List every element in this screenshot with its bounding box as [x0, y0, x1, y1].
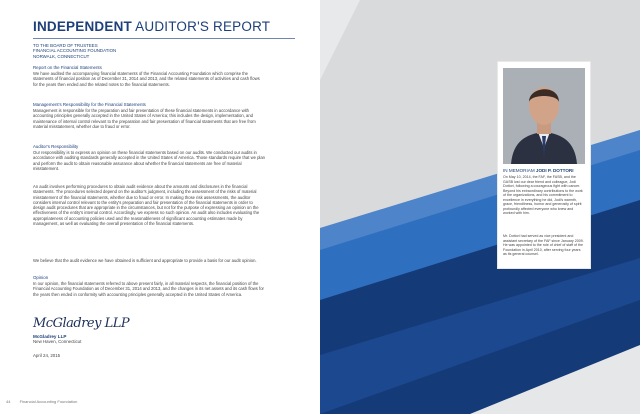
portrait-illustration [503, 68, 585, 164]
auditor-signature: McGladrey LLP [33, 316, 130, 331]
addressee-line: FINANCIAL ACCOUNTING FOUNDATION [33, 48, 117, 54]
title-light: AUDITOR'S REPORT [131, 19, 271, 34]
page-footer [6, 399, 77, 404]
memoriam-page [320, 0, 640, 414]
section-heading-auditor: Auditor's Responsibility [33, 144, 79, 149]
paragraph-management: Management is responsible for the preparation and fair presentation of these financial statements in accordance with accounting principles generally accepted in the United States of America; this includes the design, implementation, and maintenance of internal control relevant to the preparation and fair presentation of financial statements that are free from material misstatement, whether due to fraud or error. [33, 108, 256, 129]
memoriam-heading-prefix: IN MEMORIAM [503, 168, 536, 173]
section-heading-management: Management's Responsibility for the Financial Statements [33, 102, 146, 107]
memoriam-paragraph-2: Mr. Dottori had served as vice president and assistant secretary of the FAF since January 2009. He was appointed to the role of chief of staff of the Foundation in April 2010, after serving four years as its general counsel. [503, 234, 584, 256]
footer-organization: Financial Accounting Foundation [19, 399, 78, 404]
memoriam-paragraph-1: On May 10, 2014, the FAF, the FASB, and the GASB lost our dear friend and colleague, Jodi Dottori, following a courageous fight with cancer. Beyond his extraordinary contributions to the work of the organizations, and his commitment to excellence in everything he did, Jodi's warmth, grace, friendliness, humor and generosity of spirit profoundly affected everyone who knew and worked with him. [503, 175, 583, 215]
paragraph-auditor-3: We believe that the audit evidence we have obtained is sufficient and appropriate to provide a basis for our audit opinion. [33, 258, 257, 263]
addressee-block [33, 43, 116, 59]
title-bold: INDEPENDENT [33, 19, 132, 34]
memoriam-card [498, 62, 590, 268]
title-divider [33, 38, 295, 39]
memoriam-heading-name: JODI P. DOTTORI [535, 168, 574, 173]
section-heading-opinion: Opinion [33, 275, 49, 280]
firm-name: McGladrey LLP [33, 334, 67, 339]
paragraph-opinion: In our opinion, the financial statements referred to above present fairly, in all material respects, the financial position of the Financial Accounting Foundation as of December 31, 2014 and 2013, and the changes in its net assets and its cash flows for the years then ended in conformity with accounting principles generally accepted in the United States of America. [33, 281, 264, 297]
firm-city: New Haven, Connecticut [33, 339, 82, 345]
addressee-line: TO THE BOARD OF TRUSTEES [33, 43, 98, 48]
report-date: April 24, 2015 [33, 353, 61, 358]
section-heading-report: Report on the Financial Statements [33, 65, 102, 70]
memoriam-heading [503, 168, 574, 173]
diagonal-stripes-graphic [320, 0, 640, 414]
paragraph-auditor-1: Our responsibility is to express an opinion on these financial statements based on our audits. We conducted our audits in accordance with auditing standards generally accepted in the United States of America. Those standards require that we plan and perform the audit to obtain reasonable assurance about whether the financial statements are free of material misstatement. [33, 150, 266, 171]
page-number: 44 [6, 399, 11, 404]
addressee-line: NORWALK, CONNECTICUT [33, 53, 90, 59]
report-title [33, 19, 270, 34]
paragraph-report: We have audited the accompanying financial statements of the Financial Accounting Foundation which comprise the statements of financial position as of December 31, 2014 and 2013, and the related statements of activities and cash flows for the years then ended and the related notes to the financial statements. [33, 71, 260, 87]
paragraph-auditor-2: An audit involves performing procedures to obtain audit evidence about the amounts and disclosures in the financial statements. The procedures selected depend on the auditor's judgment, including the assessment of the risks of material misstatement of the financial statements, whether due to fraud or error. In making those risk assessments, the auditor considers internal control relevant to the entity's preparation and fair presentation of the financial statements in order to design audit procedures that are appropriate in the circumstances, but not for the purpose of expressing an opinion on the effectiveness of the entity's internal control. Accordingly, we express no such opinion. An audit also includes evaluating the appropriateness of accounting policies used and the reasonableness of significant accounting estimates made by management, as well as evaluating the overall presentation of the financial statements. [33, 184, 260, 227]
portrait-photo [503, 68, 585, 164]
signature-block [33, 334, 81, 345]
